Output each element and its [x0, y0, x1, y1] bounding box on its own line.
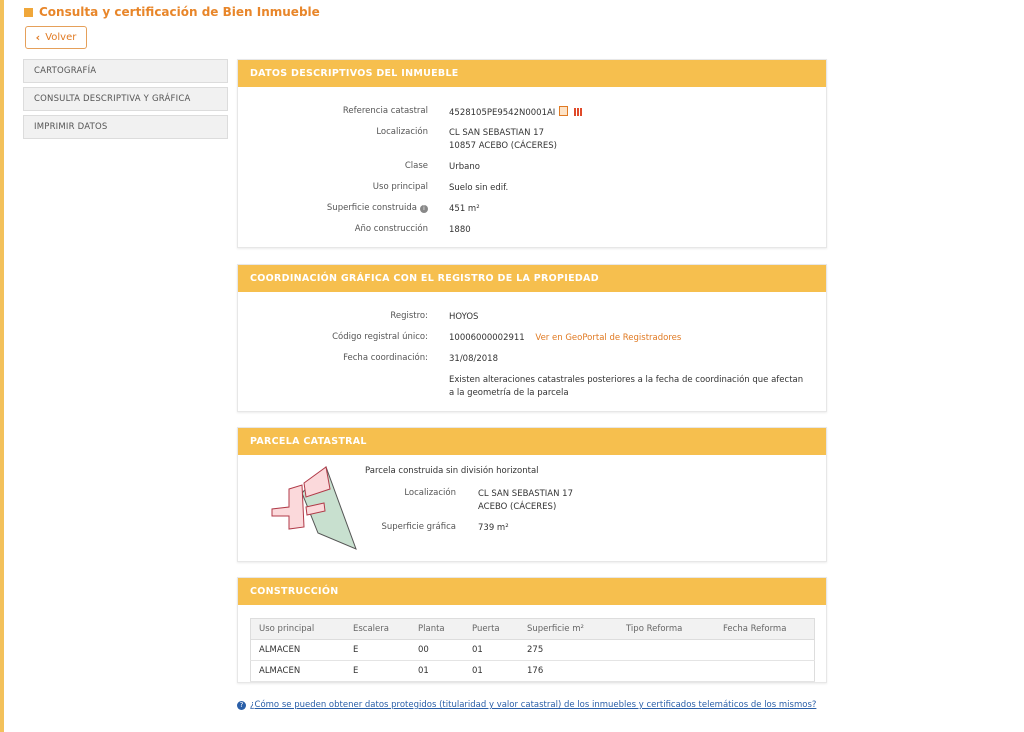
parcela-loc-line1: CL SAN SEBASTIAN 17: [478, 489, 573, 499]
copy-icon[interactable]: [559, 106, 568, 116]
cell: 275: [519, 640, 618, 661]
superficie-grafica-label: Superficie gráfica: [381, 522, 456, 532]
fecha-coordinacion-label: Fecha coordinación:: [343, 353, 428, 363]
anio-value: 1880: [449, 225, 471, 235]
help-link[interactable]: [237, 700, 816, 710]
anio-label: Año construcción: [354, 224, 428, 234]
cell: [618, 661, 715, 682]
registro-label: Registro:: [390, 311, 428, 321]
back-button[interactable]: [25, 26, 87, 49]
chevron-left-icon: ‹: [35, 31, 41, 44]
parcela-loc-label: Localización: [404, 488, 456, 498]
col-planta: Planta: [410, 619, 464, 640]
sidebar-item-imprimir[interactable]: IMPRIMIR DATOS: [23, 115, 228, 139]
ref-catastral-label: Referencia catastral: [342, 106, 428, 116]
codigo-registral-value: 10006000002911: [449, 333, 525, 343]
col-escalera: Escalera: [345, 619, 410, 640]
datos-panel-title: DATOS DESCRIPTIVOS DEL INMUEBLE: [238, 60, 826, 87]
uso-principal-value: Suelo sin edif.: [449, 183, 509, 193]
col-fecha-reforma: Fecha Reforma: [715, 619, 815, 640]
cell: 176: [519, 661, 618, 682]
superficie-value: 451 m²: [449, 204, 480, 214]
registro-value: HOYOS: [449, 312, 479, 322]
cell: [715, 640, 815, 661]
localizacion-line1: CL SAN SEBASTIAN 17: [449, 128, 544, 138]
localizacion-label: Localización: [376, 127, 428, 137]
col-puerta: Puerta: [464, 619, 519, 640]
col-tipo-reforma: Tipo Reforma: [618, 619, 715, 640]
barcode-icon[interactable]: [574, 108, 582, 116]
sidebar-item-consulta[interactable]: CONSULTA DESCRIPTIVA Y GRÁFICA: [23, 87, 228, 111]
back-button-label: Volver: [45, 32, 77, 43]
page-title: [24, 5, 320, 19]
parcela-panel-title: PARCELA CATASTRAL: [238, 428, 826, 455]
clase-label: Clase: [404, 161, 428, 171]
cell: ALMACEN: [251, 640, 346, 661]
table-row: [251, 640, 815, 661]
table-row: [251, 661, 815, 682]
sidebar-item-cartografia[interactable]: CARTOGRAFÍA: [23, 59, 228, 83]
parcela-loc-line2: ACEBO (CÁCERES): [478, 502, 557, 512]
sidebar: [23, 59, 228, 143]
page-title-text: Consulta y certificación de Bien Inmueble: [39, 5, 320, 19]
superficie-label: Superficie construida: [326, 203, 417, 213]
cell: E: [345, 661, 410, 682]
parcel-map[interactable]: [266, 461, 366, 561]
col-uso-principal: Uso principal: [251, 619, 346, 640]
superficie-grafica-value: 739 m²: [478, 523, 509, 533]
uso-principal-label: Uso principal: [372, 182, 428, 192]
codigo-registral-label: Código registral único:: [332, 332, 428, 342]
construccion-table: [250, 618, 815, 682]
clase-value: Urbano: [449, 162, 480, 172]
datos-descriptivos-panel: [237, 59, 827, 248]
table-header-row: [251, 619, 815, 640]
cell: [618, 640, 715, 661]
cell: E: [345, 640, 410, 661]
cell: 01: [410, 661, 464, 682]
construccion-panel: [237, 577, 827, 683]
fecha-coordinacion-value: 31/08/2018: [449, 354, 498, 364]
construccion-panel-title: CONSTRUCCIÓN: [238, 578, 826, 605]
cell: [715, 661, 815, 682]
ref-catastral-value: 4528105PE9542N0001AI: [449, 108, 556, 118]
coordinacion-panel-title: COORDINACIÓN GRÁFICA CON EL REGISTRO DE LA PROPIEDAD: [238, 265, 826, 292]
parcela-descripcion: Parcela construida sin división horizontal: [365, 466, 539, 476]
col-superficie: Superficie m²: [519, 619, 618, 640]
coordinacion-panel: [237, 264, 827, 412]
title-square-icon: [24, 8, 33, 17]
cell: 00: [410, 640, 464, 661]
cell: ALMACEN: [251, 661, 346, 682]
info-icon[interactable]: i: [420, 205, 428, 213]
alteraciones-notice: Existen alteraciones catastrales posteriores a la fecha de coordinación que afectan a la geometría de la parcela: [449, 375, 804, 398]
localizacion-line2: 10857 ACEBO (CÁCERES): [449, 141, 557, 151]
help-icon: ?: [237, 701, 246, 710]
cell: 01: [464, 640, 519, 661]
cell: 01: [464, 661, 519, 682]
help-link-text[interactable]: ¿Cómo se pueden obtener datos protegidos (titularidad y valor catastral) de los inmuebles y certificados telemáticos de los mismos?: [250, 700, 817, 710]
geoportal-link[interactable]: Ver en GeoPortal de Registradores: [535, 333, 682, 343]
left-accent-stripe: [0, 0, 4, 732]
parcela-panel: [237, 427, 827, 562]
